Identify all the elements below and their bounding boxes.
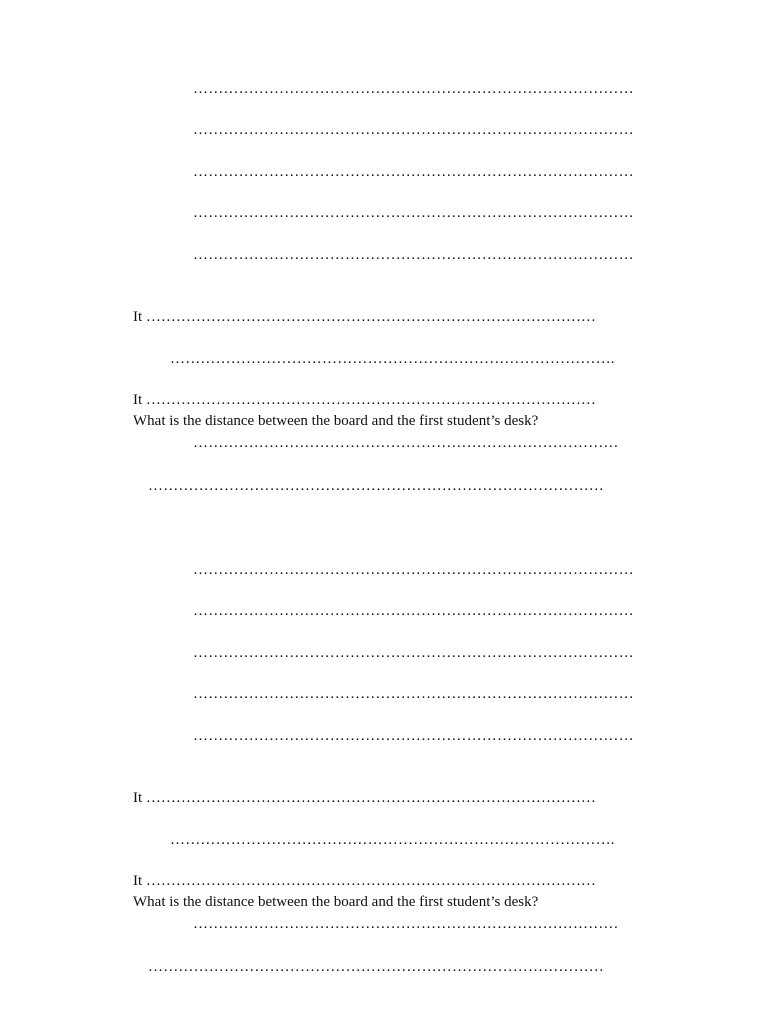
it-answer-line: It ………………………………………………………………………………	[133, 873, 596, 889]
dotted-line: ……………………………………………………………………………	[193, 247, 634, 263]
dotted-line: ……………………………………………………………………………	[193, 728, 634, 744]
indented-dotted-line: …………………………………………………………………………….	[170, 351, 615, 367]
dotted-line: ……………………………………………………………………………	[193, 164, 634, 180]
indented-dotted-line: …………………………………………………………………………….	[170, 832, 615, 848]
dotted-line: ……………………………………………………………………………	[193, 122, 634, 138]
question-text: What is the distance between the board and the first student’s desk?	[133, 413, 539, 429]
dotted-line: ……………………………………………………………………………	[193, 205, 634, 221]
it-answer-line: It ………………………………………………………………………………	[133, 790, 596, 806]
answer-dotted-line: …………………………………………………………………………	[193, 435, 619, 451]
dotted-line: ……………………………………………………………………………	[193, 603, 634, 619]
dotted-line: ……………………………………………………………………………	[193, 686, 634, 702]
dotted-line: ……………………………………………………………………………	[193, 645, 634, 661]
question-text: What is the distance between the board and the first student’s desk?	[133, 894, 539, 910]
it-answer-line: It ………………………………………………………………………………	[133, 392, 596, 408]
answer-dotted-line: ………………………………………………………………………………	[148, 478, 604, 494]
answer-dotted-line: …………………………………………………………………………	[193, 916, 619, 932]
it-answer-line: It ………………………………………………………………………………	[133, 309, 596, 325]
dotted-line: ……………………………………………………………………………	[193, 562, 634, 578]
answer-dotted-line: ………………………………………………………………………………	[148, 959, 604, 975]
dotted-line: ……………………………………………………………………………	[193, 81, 634, 97]
